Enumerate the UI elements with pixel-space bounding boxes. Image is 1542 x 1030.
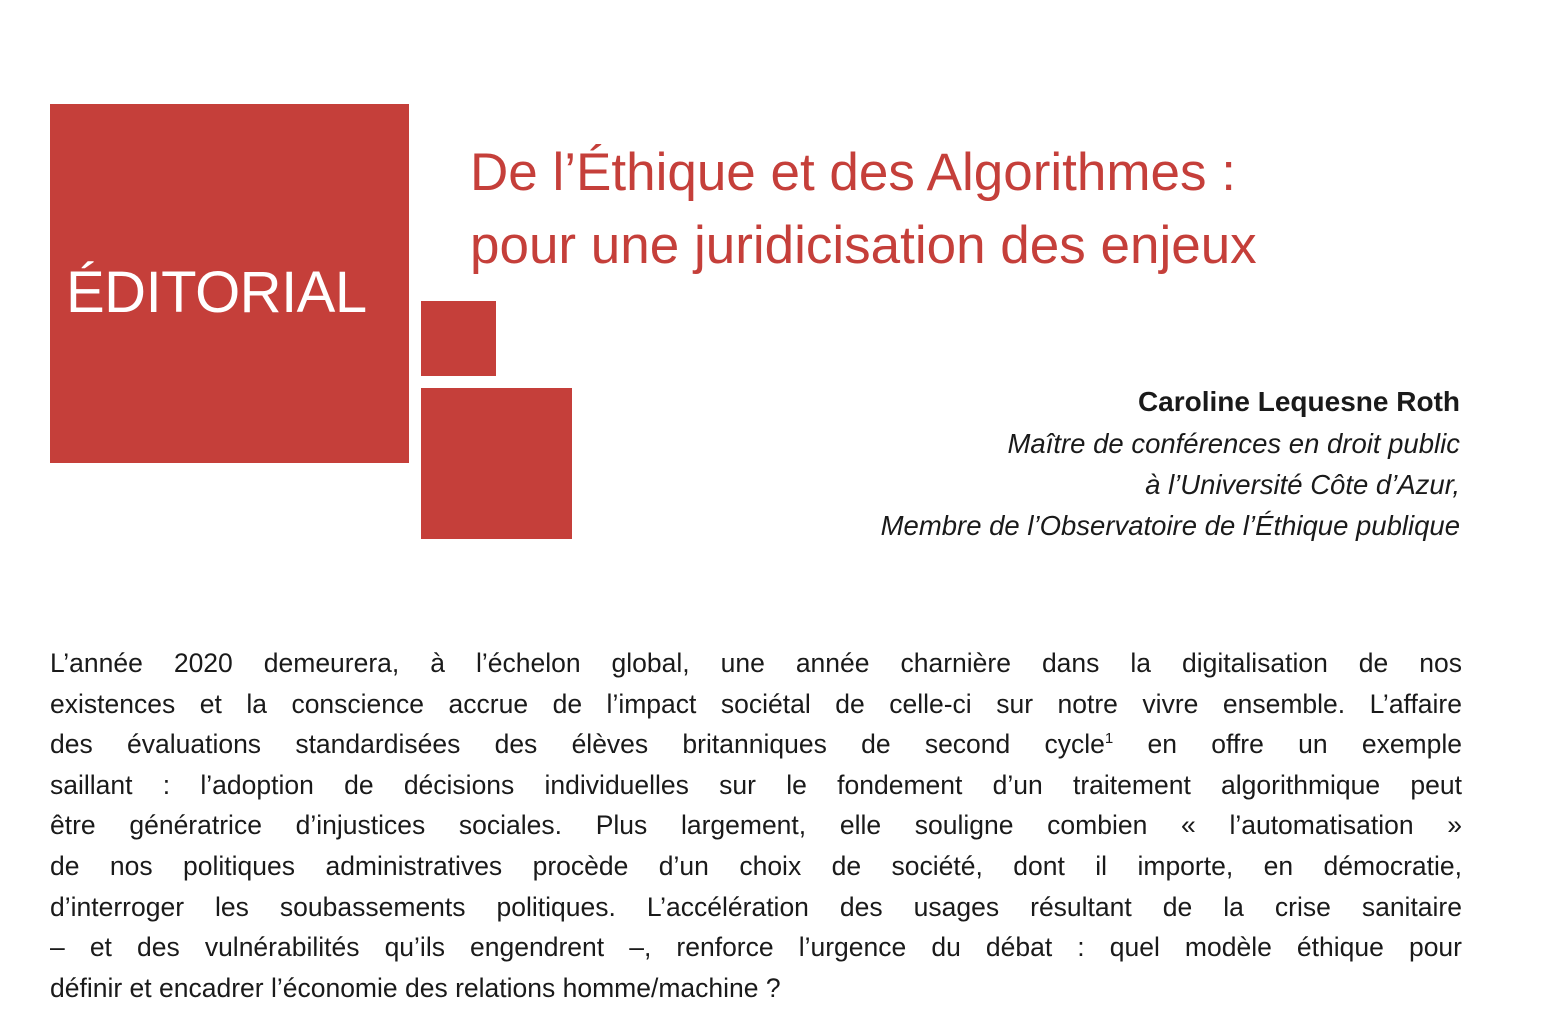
body-line [50, 724, 1462, 765]
author-affiliation-line: à l’Université Côte d’Azur, [1145, 469, 1460, 500]
article-title-line-2: pour une juridicisation des enjeux [470, 216, 1257, 275]
body-line: d’interroger les soubassements politiques. L’accélération des usages résultant de la crise sanitaire [50, 891, 1462, 922]
footnote-reference[interactable]: 1 [1104, 730, 1114, 748]
section-label: ÉDITORIAL [66, 260, 367, 325]
body-line: – et des vulnérabilités qu’ils engendrent –, renforce l’urgence du débat : quel modèle éthique pour [50, 932, 1462, 963]
author-affiliation-line: Maître de conférences en droit public [1007, 428, 1460, 459]
body-line: saillant : l’adoption de décisions individuelles sur le fondement d’un traitement algorithmique peut [50, 769, 1462, 800]
body-paragraph [50, 643, 1462, 1008]
author-name: Caroline Lequesne Roth [1137, 386, 1460, 417]
body-text-segment: en offre un exemple [1113, 729, 1462, 760]
decorative-square-medium [421, 388, 572, 539]
body-line: de nos politiques administratives procède d’un choix de société, dont il importe, en démocratie, [50, 850, 1462, 881]
author-affiliation-line: Membre de l’Observatoire de l’Éthique publique [880, 510, 1460, 541]
decorative-square-small [421, 301, 496, 376]
author-block [881, 381, 1460, 546]
body-line: existences et la conscience accrue de l’impact sociétal de celle-ci sur notre vivre ensemble. L’affaire [50, 688, 1462, 719]
body-line: définir et encadrer l’économie des relations homme/machine ? [50, 972, 781, 1003]
body-line: être génératrice d’injustices sociales. Plus largement, elle souligne combien « l’automatisation » [50, 810, 1462, 841]
body-line: L’année 2020 demeurera, à l’échelon global, une année charnière dans la digitalisation de nos [50, 648, 1462, 678]
body-text-segment: des évaluations standardisées des élèves britanniques de second cycle [50, 729, 1105, 760]
article-title-line-1: De l’Éthique et des Algorithmes : [470, 143, 1236, 202]
article-title [470, 136, 1257, 282]
